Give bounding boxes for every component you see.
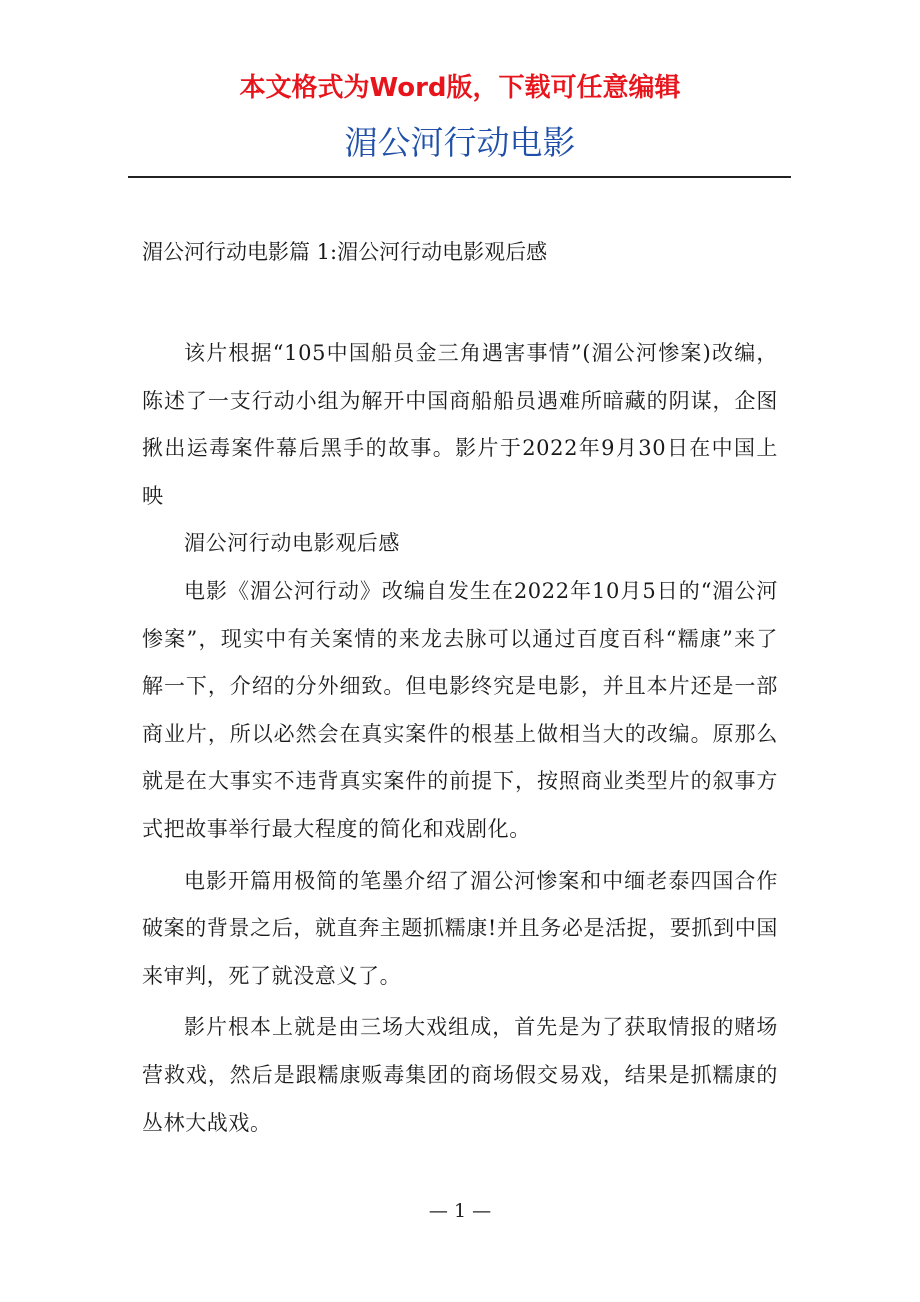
section-heading: 湄公河行动电影篇 1:湄公河行动电影观后感 (142, 240, 548, 264)
paragraph-intro: 该片根据“105中国船员金三角遇害事情”(湄公河惨案)改编，陈述了一支行动小组为解开中国商船船员遇难所暗藏的阴谋，企图揪出运毒案件幕后黑手的故事。影片于2022年9月30日在中国上映 (142, 341, 779, 508)
paragraph-opening: 电影开篇用极简的笔墨介绍了湄公河惨案和中缅老泰四国合作破案的背景之后，就直奔主题抓糯康!并且务必是活捉，要抓到中国来审判，死了就没意义了。 (142, 868, 778, 988)
page-number: — 1 — (428, 1200, 492, 1222)
document-title: 湄公河行动电影 (344, 123, 576, 162)
title-divider (128, 176, 791, 178)
format-notice-banner: 本文格式为Word版，下载可任意编辑 (239, 73, 681, 103)
paragraph-adaptation: 电影《湄公河行动》改编自发生在2022年10月5日的“湄公河惨案”，现实中有关案情的来龙去脉可以通过百度百科“糯康”来了解一下，介绍的分外细致。但电影终究是电影，并且本片还是一部商业片，所以必然会在真实案件的根基上做相当大的改编。原那么就是在大事实不违背真实案件的前提下，按照商业类型片的叙事方式把故事举行最大程度的简化和戏剧化。 (142, 578, 778, 841)
paragraph-subheading: 湄公河行动电影观后感 (184, 531, 400, 556)
document-body (142, 330, 778, 1147)
paragraph-structure: 影片根本上就是由三场大戏组成，首先是为了获取情报的赌场营救戏，然后是跟糯康贩毒集团的商场假交易戏，结果是抓糯康的丛林大战戏。 (142, 1015, 778, 1135)
